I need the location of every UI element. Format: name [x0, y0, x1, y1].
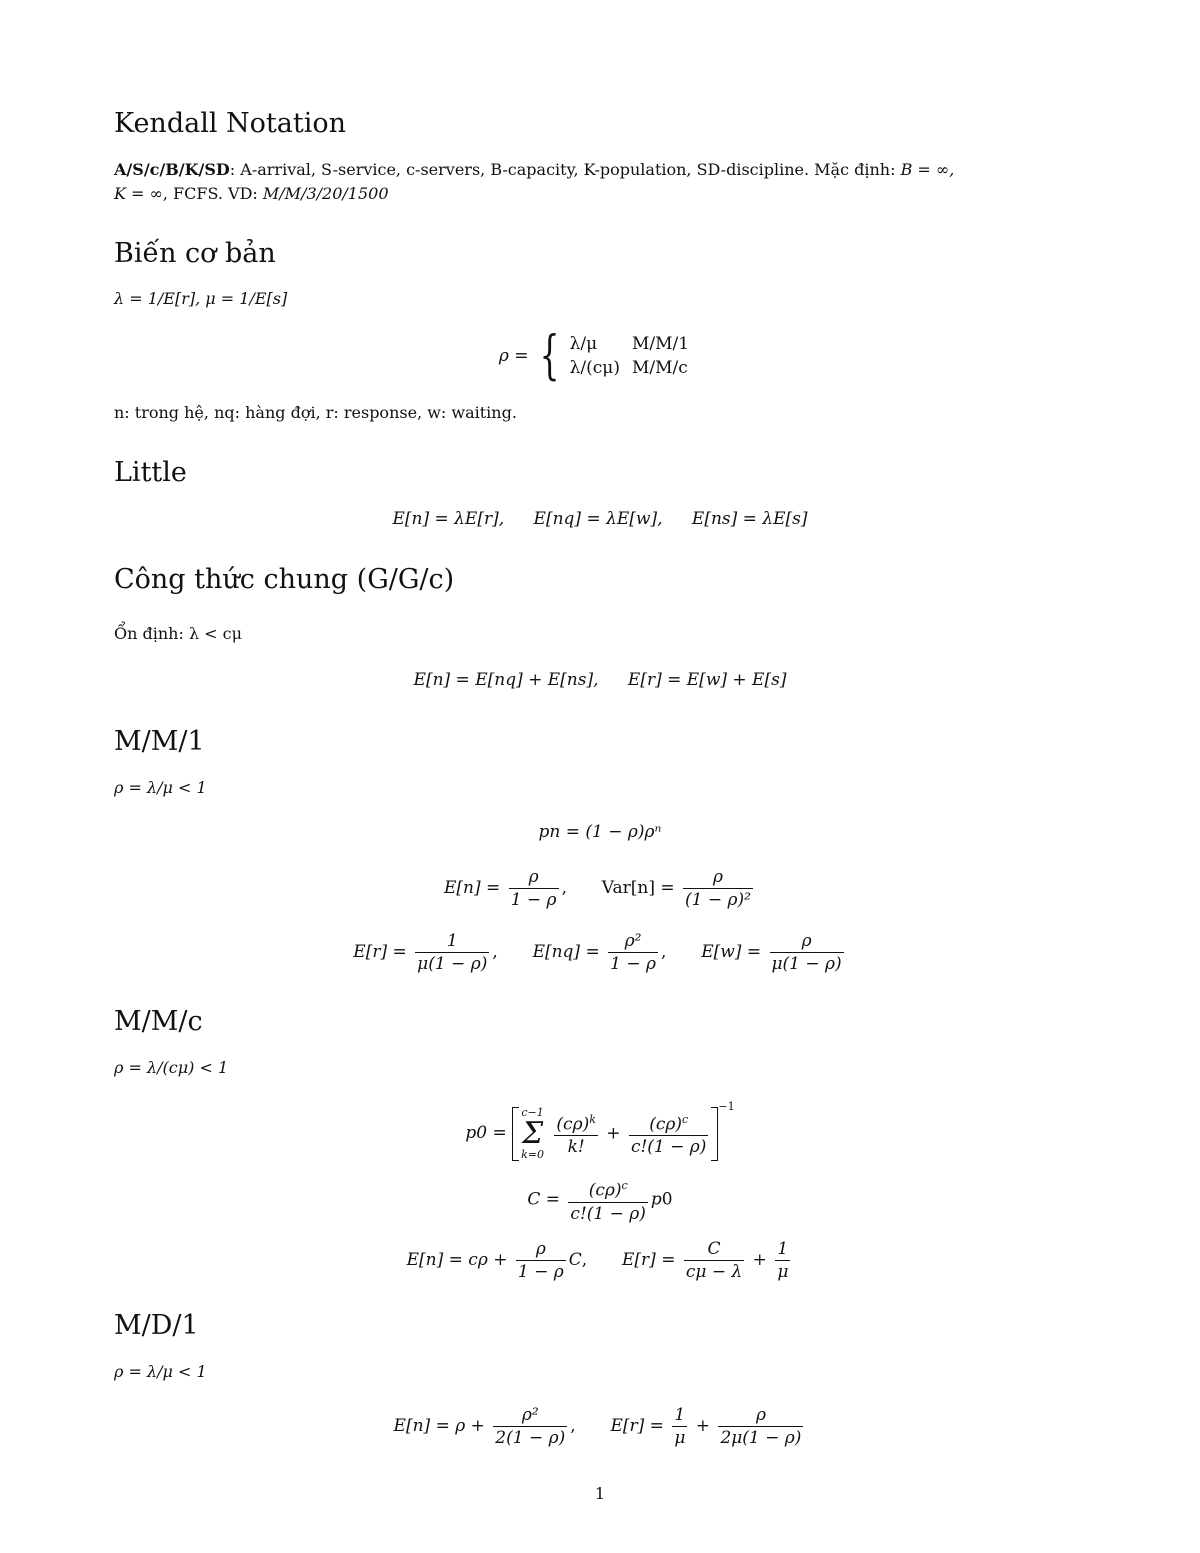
mmc-En-lhs: E[n] = cρ + — [406, 1250, 508, 1270]
general-eq-n: E[n] = E[nq] + E[ns], — [413, 670, 599, 690]
general-stability: Ổn định: λ < cμ — [114, 624, 243, 643]
mm1-Var-lhs: Var[n] = — [601, 878, 675, 898]
rho-lhs: ρ = — [498, 346, 529, 366]
heading-mm1: M/M/1 — [114, 726, 205, 757]
general-equations — [0, 670, 1200, 690]
md1-condition: ρ = λ/μ < 1 — [114, 1362, 207, 1381]
little-eq-n: E[n] = λE[r], — [392, 509, 505, 529]
little-equations — [0, 509, 1200, 529]
fraction: $\frac{(c\rho)^k}{k!}$ — [556, 1112, 596, 1158]
heading-md1: M/D/1 — [114, 1310, 199, 1341]
heading-general: Công thức chung (G/G/c) — [114, 564, 455, 595]
fraction: $\frac{\rho}{\mu(1 - \rho)}$ — [771, 931, 842, 974]
fraction: $\frac{\rho}{1 - \rho}$ — [510, 867, 557, 910]
fraction: $\frac{\text{ρ²}}{2(1 - \rho)}$ — [495, 1405, 566, 1448]
fraction: $\frac{\rho}{1 - \rho}$ — [517, 1239, 564, 1282]
fraction: $\frac{(c\rho)^c}{c!(1 - \rho)}$ — [630, 1112, 707, 1158]
left-brace: { — [539, 326, 560, 386]
fraction: $\frac{C}{c\mu - \lambda}$ — [685, 1239, 743, 1282]
rho-cases — [570, 332, 701, 380]
mm1-Er-Enq-Ew: E[r] = $\frac{1}{\mu(1 - \rho)}$ , E[nq] = $\frac{\text{ρ²}}{1 - \rho}$ , E[w] = $\frac{\rho}{\mu(1 - \rho)}$ — [353, 931, 842, 974]
kendall-default-b: B = ∞, — [900, 160, 955, 179]
md1-En-lhs: E[n] = ρ + — [393, 1416, 485, 1436]
kendall-fcfs: , FCFS. VD: — [162, 184, 263, 203]
md1-Er-lhs: E[r] = — [610, 1416, 664, 1436]
basic-legend: n: trong hệ, nq: hàng đợi, r: response, w: waiting. — [114, 403, 517, 422]
general-eq-r: E[r] = E[w] + E[s] — [627, 670, 787, 690]
fraction: $\frac{\rho}{2\mu(1 - \rho)}$ — [720, 1405, 802, 1448]
mmc-condition: ρ = λ/(cμ) < 1 — [114, 1058, 229, 1077]
kendall-line-2 — [114, 184, 389, 203]
heading-basic-variables: Biến cơ bản — [114, 238, 276, 269]
case-model: M/M/1 — [632, 334, 690, 354]
mmc-En-Er: E[n] = cρ + $\frac{\rho}{1 - \rho}$ C, E[r] = $\frac{C}{c\mu - \lambda}$ + $\frac{1}{\mu}$ — [406, 1239, 789, 1282]
kendall-description: : A-arrival, S-service, c-servers, B-capacity, K-population, SD-discipline. Mặc định: — [229, 160, 901, 179]
mm1-Ew-lhs: E[w] = — [701, 942, 762, 962]
heading-little: Little — [114, 457, 187, 488]
mmc-p0-lhs: p0 = — [465, 1123, 507, 1143]
kendall-line-1 — [114, 160, 954, 179]
sum-symbol: c−1 Σ k=0 — [521, 1105, 545, 1161]
kendall-notation: A/S/c/B/K/SD — [114, 160, 230, 179]
mm1-Er-lhs: E[r] = — [353, 942, 407, 962]
fraction: $\frac{1}{\mu}$ — [777, 1239, 789, 1282]
mmc-p0: p0 = c−1 Σ k=0 $\frac{(c\rho)^k}{k!}$ + $\frac{(c\rho)^c}{c!(1 - \rho)}$ $^{-1}$ — [465, 1100, 735, 1161]
mm1-Enq-lhs: E[nq] = — [532, 942, 600, 962]
case-expr: λ/μ — [569, 334, 598, 354]
mmc-C-lhs: C = — [527, 1189, 561, 1210]
mm1-En-Var: E[n] = $\frac{\rho}{1 - \rho}$ , Var[n] = $\frac{\rho}{\text{(1 − ρ)²}}$ — [444, 867, 751, 910]
little-eq-ns: E[ns] = λE[s] — [691, 509, 808, 529]
case-model: M/M/c — [632, 358, 688, 378]
fraction: $\frac{\text{ρ²}}{1 - \rho}$ — [610, 931, 656, 974]
mm1-condition: ρ = λ/μ < 1 — [114, 778, 207, 797]
case-expr: λ/(cμ) — [569, 358, 620, 378]
heading-mmc: M/M/c — [114, 1006, 203, 1037]
kendall-default-k: K = ∞ — [114, 184, 163, 203]
heading-kendall: Kendall Notation — [114, 108, 347, 139]
kendall-example: M/M/3/20/1500 — [262, 184, 389, 203]
brackets: c−1 Σ k=0 $\frac{(c\rho)^k}{k!}$ + $\frac{(c\rho)^c}{c!(1 - \rho)}$ — [512, 1107, 718, 1161]
mm1-En-lhs: E[n] = — [444, 878, 501, 898]
fraction: $\frac{\rho}{\text{(1 − ρ)²}}$ — [685, 867, 751, 910]
rho-cases-equation — [0, 326, 1200, 386]
fraction: $\frac{(c\rho)^c}{c!(1 - \rho)}$ — [570, 1179, 646, 1224]
mmc-C: C = $\frac{(c\rho)^c}{c!(1 - \rho)}$ p0 — [0, 1175, 1200, 1225]
basic-definition: λ = 1/E[r], μ = 1/E[s] — [114, 289, 288, 308]
fraction: $\frac{1}{\mu}$ — [674, 1405, 686, 1448]
page-number: 1 — [594, 1484, 606, 1503]
little-eq-nq: E[nq] = λE[w], — [533, 509, 663, 529]
mm1-pn: pn = (1 − ρ)ρⁿ — [538, 822, 662, 842]
mmc-Er-lhs: E[r] = — [621, 1250, 676, 1270]
md1-En-Er: E[n] = ρ + $\frac{\text{ρ²}}{2(1 - \rho)}$ , E[r] = $\frac{1}{\mu}$ + $\frac{\rho}{2\mu(1 - \rho)}$ — [393, 1405, 802, 1448]
fraction: $\frac{1}{\mu(1 - \rho)}$ — [417, 931, 488, 974]
